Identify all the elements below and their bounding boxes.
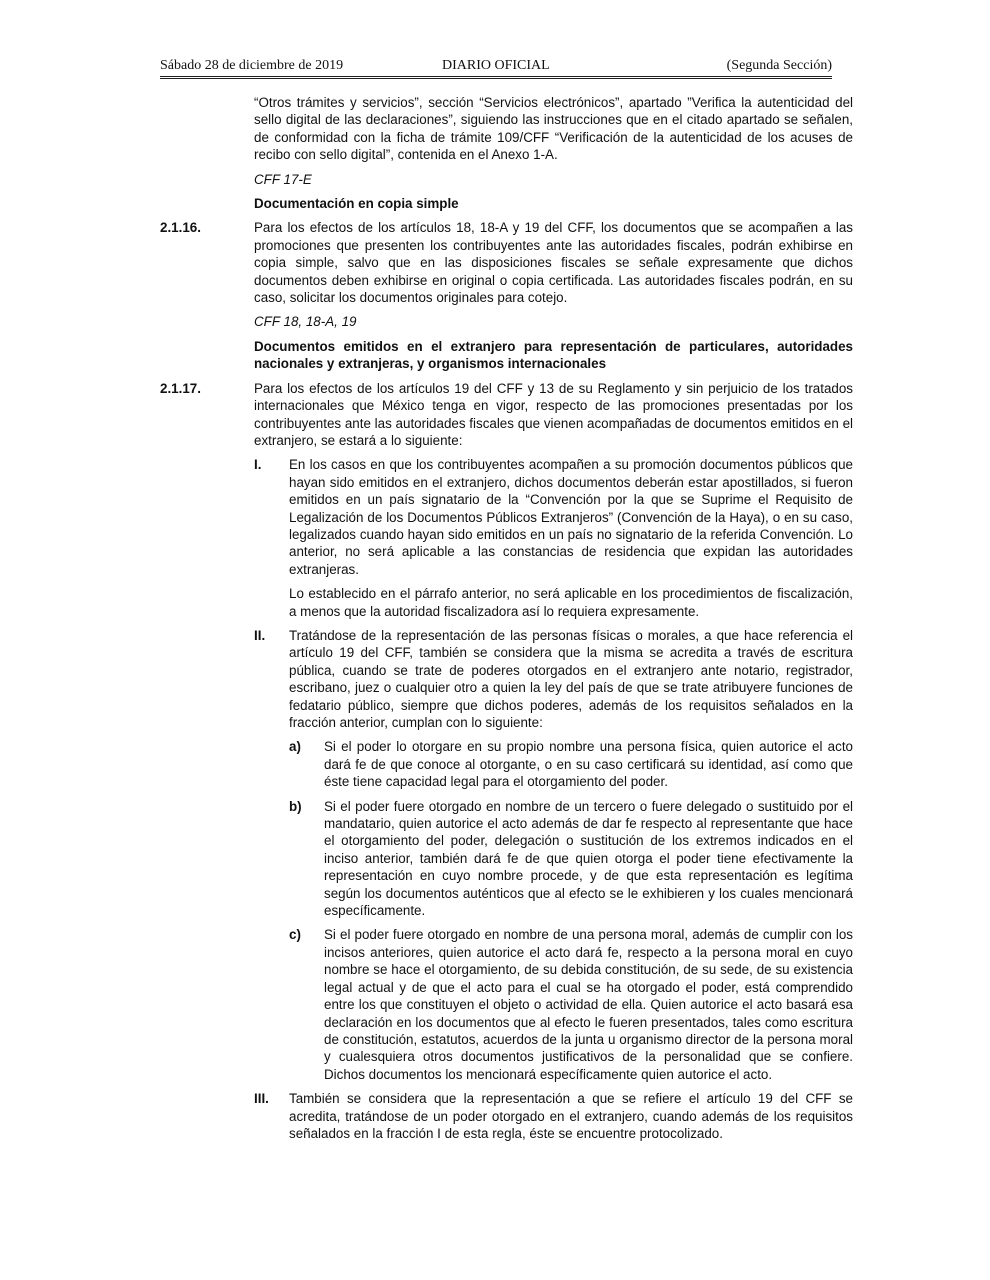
page-header xyxy=(160,58,832,78)
rule-2116-reference: CFF 18, 18-A, 19 xyxy=(254,314,357,330)
fraction-i-extra: Lo establecido en el párrafo anterior, no será aplicable en los procedimientos de fiscalización, a menos que la autoridad fiscalizadora así lo requiera expresamente. xyxy=(289,586,853,619)
fraction-iii-text: También se considera que la representación a que se refiere el artículo 19 del CFF se acredita, tratándose de un poder otorgado en el extranjero, cuando además de los requisitos señalados en la fracción I de esta regla, éste se encuentre protocolizado. xyxy=(289,1091,853,1141)
header-rule-bottom xyxy=(160,78,832,79)
subitem-c xyxy=(289,926,853,1083)
fraction-iii-marker: III. xyxy=(254,1091,269,1107)
rule-2116 xyxy=(160,219,853,306)
rule-2117 xyxy=(160,380,853,450)
subitem-c-text: Si el poder fuere otorgado en nombre de una persona moral, además de cumplir con los incisos anteriores, quien autorice el acto dará fe, respecto a la persona moral en cuyo nombre se hace el otorgamiento, de su debida constitución, de su sede, de su existencia legal actual y de que el acto para el cual se ha otorgado el poder, está comprendido entre los que constituyen el objeto o actividad de ella. Quien autorice el acto basará esa declaración en los documentos que al efecto le fueren presentados, tales como escritura de constitución, estatutos, acuerdos de la junta u organismo director de la persona moral y cualesquiera otros documentos justificativos de la personalidad que se confiere. Dichos documentos los mencionará específicamente quien autorice el acto. xyxy=(324,927,853,1082)
subitem-c-marker: c) xyxy=(289,927,301,943)
fraction-ii xyxy=(254,627,853,731)
fraction-i xyxy=(254,456,853,620)
fraction-iii xyxy=(254,1090,853,1142)
fraction-ii-marker: II. xyxy=(254,627,266,643)
subitem-b xyxy=(289,798,853,920)
fraction-i-text: En los casos en que los contribuyentes acompañen a su promoción documentos públicos que hayan sido emitidos en el extranjero, dichos documentos deberán estar apostillados, si fueron emitidos en un país signatario de la “Convención por la que se Suprime el Requisito de Legalización de los Documentos Públicos Extranjeros” (Convención de la Haya), o en su caso, legalizados cuando hayan sido emitidos en un país no signatario de la referida Convención. Lo anterior, no será aplicable a las constancias de residencia que expidan las autoridades extranjeras. xyxy=(289,457,853,577)
subitem-b-text: Si el poder fuere otorgado en nombre de un tercero o fuere delegado o sustituido por el mandatario, quien autorice el acto además de dar fe respecto al representante que hace el otorgamiento del poder, delegación o sustitución de los extremos indicados en el inciso anterior, también dará fe de que quien otorga el poder tiene efectivamente la representación en cuyo nombre procede, y de que esta representación es legítima según los documentos auténticos que al efecto se le exhibieren y los cuales mencionará específicamente. xyxy=(324,798,853,919)
rule-2116-text: Para los efectos de los artículos 18, 18-A y 19 del CFF, los documentos que se acompañen a las promociones que presenten los contribuyentes ante las autoridades fiscales, podrán exhibirse en copia simple, salvo que en las disposiciones fiscales se señale expresamente que dichos documentos deben exhibirse en original o copia certificada. Las autoridades fiscales podrán, en su caso, solicitar los documentos originales para cotejo. xyxy=(254,220,853,306)
header-section: (Segunda Sección) xyxy=(726,58,832,73)
rule-2116-title: Documentación en copia simple xyxy=(254,196,459,212)
document-body xyxy=(160,94,853,1149)
fraction-ii-text: Tratándose de la representación de las personas físicas o morales, a que hace referencia el artículo 19 del CFF, también se considera que la misma se acredita a través de escritura pública, cuando se trate de poderes otorgados en el extranjero ante notario, registrador, escribano, juez o cualquier otro a quien la ley del país de que se trate atribuyere funciones de fedatario público, siempre que dichos poderes, además de los requisitos señalados en la fracción anterior, cumplan con lo siguiente: xyxy=(289,627,853,730)
subitem-a xyxy=(289,738,853,790)
header-date: Sábado 28 de diciembre de 2019 xyxy=(160,58,344,73)
subitem-a-marker: a) xyxy=(289,739,301,755)
fraction-i-marker: I. xyxy=(254,457,262,473)
subitem-b-marker: b) xyxy=(289,798,302,814)
rule-2117-text: Para los efectos de los artículos 19 del CFF y 13 de su Reglamento y sin perjuicio de los tratados internacionales que México tenga en vigor, respecto de las promociones presentadas por los contribuyentes ante las autoridades fiscales que vienen acompañadas de documentos emitidos en el extranjero, se estará a lo siguiente: xyxy=(254,380,853,448)
rule-2116-number: 2.1.16. xyxy=(160,220,201,236)
header-rule-top xyxy=(160,76,832,77)
rule-2117-title: Documentos emitidos en el extranjero para representación de particulares, autoridades nacionales y extranjeras, y organismos internacionales xyxy=(254,338,853,372)
subitem-a-text: Si el poder lo otorgare en su propio nombre una persona física, quien autorice el acto dará fe de que conoce al otorgante, o en su caso certificará su identidad, así como que éste tiene capacidad legal para el otorgamiento del poder. xyxy=(324,739,853,790)
intro-reference: CFF 17-E xyxy=(254,171,312,187)
rule-2117-number: 2.1.17. xyxy=(160,380,201,396)
intro-paragraph: “Otros trámites y servicios”, sección “Servicios electrónicos”, apartado ”Verifica la autenticidad del sello digital de las declaraciones”, siguiendo las instrucciones que en el citado apartado se señalen, de conformidad con la ficha de trámite 109/CFF “Verificación de la autenticidad de los acuses de recibo con sello digital”, contenida en el Anexo 1-A. xyxy=(254,95,853,163)
header-publication: DIARIO OFICIAL xyxy=(442,58,550,73)
